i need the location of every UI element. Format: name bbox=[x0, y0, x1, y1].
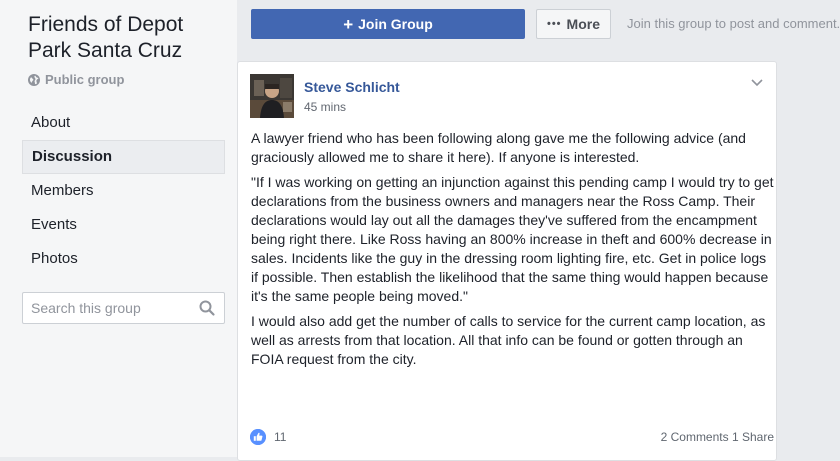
globe-icon bbox=[28, 74, 40, 86]
dots-icon: ••• bbox=[546, 18, 562, 30]
group-privacy bbox=[28, 72, 124, 87]
post-timestamp[interactable]: 45 mins bbox=[304, 100, 347, 114]
nav-item-members[interactable]: Members bbox=[31, 182, 94, 199]
avatar[interactable] bbox=[250, 74, 294, 118]
like-count[interactable]: 11 bbox=[274, 430, 287, 444]
group-nav bbox=[22, 106, 225, 276]
nav-item-discussion[interactable]: Discussion bbox=[22, 140, 225, 174]
more-label: More bbox=[566, 16, 600, 32]
group-sidebar bbox=[0, 0, 237, 457]
group-search bbox=[22, 292, 225, 324]
avatar-image bbox=[250, 74, 294, 118]
search-icon[interactable] bbox=[199, 300, 215, 316]
nav-item-photos[interactable]: Photos bbox=[31, 250, 78, 267]
post-footer bbox=[250, 429, 774, 447]
post-body bbox=[251, 129, 776, 375]
plus-icon: + bbox=[343, 14, 354, 34]
search-input[interactable] bbox=[31, 293, 191, 323]
group-title[interactable]: Friends of Depot Park Santa Cruz bbox=[28, 13, 184, 62]
join-group-button[interactable] bbox=[251, 9, 525, 39]
join-hint: Join this group to post and comment. bbox=[627, 16, 840, 31]
nav-item-about[interactable]: About bbox=[31, 114, 71, 131]
join-group-label: Join Group bbox=[358, 16, 433, 32]
post-card bbox=[237, 61, 777, 461]
post-paragraph: "If I was working on getting an injunction against this pending camp I would try to get declarations from the business owners and managers near the Ross Camp. Their declarations would lay out all the damages they've suffered from the encampment being right there. Like Ross having an 800% increase in theft and 600% decrease in sales. Incidents like the guy in the dressing room lighting fire, etc. Get in police logs if possible. Then establish the likelihood that the same thing would happen because it's the same people being moved." bbox=[251, 174, 774, 304]
post-paragraph: I would also add get the number of calls to service for the current camp location, as well as arrests from that location. All that info can be found or gotten through an FOIA request from the city. bbox=[251, 313, 766, 367]
post-paragraph: A lawyer friend who has been following along gave me the following advice (and graciously allowed me to share it here). If anyone is interested. bbox=[251, 130, 746, 165]
comments-link[interactable]: 2 Comments bbox=[660, 430, 729, 444]
chevron-down-icon[interactable] bbox=[750, 78, 764, 88]
privacy-label: Public group bbox=[45, 72, 125, 87]
thumbs-up-icon[interactable] bbox=[250, 429, 266, 445]
post-stats bbox=[661, 430, 774, 444]
more-button[interactable] bbox=[536, 9, 611, 39]
post-author[interactable]: Steve Schlicht bbox=[304, 79, 400, 95]
shares-link[interactable]: 1 Share bbox=[731, 430, 774, 444]
nav-item-events[interactable]: Events bbox=[31, 216, 77, 233]
